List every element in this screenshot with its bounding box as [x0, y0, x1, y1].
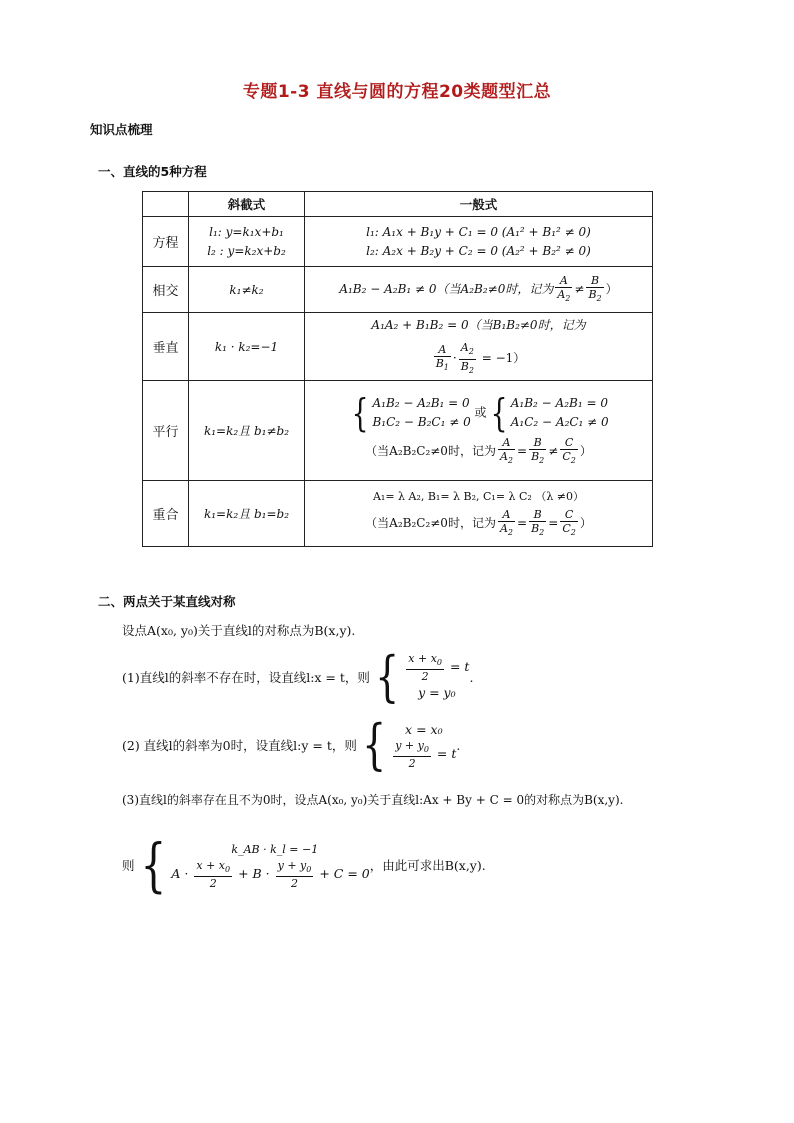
or-text: 或 — [474, 405, 487, 420]
sym-tail: ，由此可求出B(x,y). — [369, 858, 486, 873]
general-coincide-cond: A₁= λ A₂, B₁= λ B₂, C₁= λ C₂ （λ ≠0） （当A₂B₂C₂≠0时，记为 $\frac{A}{A_2}$ = $\frac{B}{B_2}$ = $\frac{C}{C_2}$ ） — [305, 481, 653, 547]
slope-form-cell — [189, 217, 305, 267]
system-1 — [372, 394, 470, 432]
general-perp-cond: A₁A₂ + B₁B₂ = 0（当B₁B₂≠0时，记为 $\frac{A}{B_1}$ · $\frac{A_2}{B_2}$ = −1） — [305, 313, 653, 381]
fraction: $\frac{A}{A_2}$ — [499, 435, 513, 466]
row-label-parallel: 平行 — [143, 381, 189, 481]
general-parallel-cond: { A₁B₂ − A₂B₁ = 0 B₁C₂ − B₂C₁ ≠ 0 或{ A₁B₂ − A₂B₁ = 0 A₁C₂ − A₂C₁ ≠ 0 （当A₂B₂C₂≠0时，记为 $\frac{A}{A_2}$ = $\frac{B}{B_2}$ ≠ $\frac{C}{C_2}$ ） — [305, 381, 653, 481]
sym-case-3-system: 则 { k_AB · k_l = −1 A · $\frac{x + x_0}{2}$ + B · $\frac{y + y_0}{2}$ + C = 0 ，由此可求出B(x,y). — [122, 831, 486, 899]
fraction: $\frac{C}{C_2}$ — [562, 508, 576, 538]
sys1-eq1: A₁B₂ − A₂B₁ = 0 — [372, 395, 470, 410]
general-l2: l₂: A₂x + B₂y + C₂ = 0 (A₂² + B₂² ≠ 0) — [366, 243, 591, 258]
col-header-slope-intercept: 斜截式 — [189, 192, 305, 217]
case2-eq1: x = x₀ — [405, 721, 443, 737]
general-l1: l₁: A₁x + B₁y + C₁ = 0 (A₁² + B₁² ≠ 0) — [366, 224, 591, 239]
general-form-cell — [305, 217, 653, 267]
fraction: $\frac{A}{A_2}$ — [557, 273, 571, 304]
intersect-close: ） — [605, 282, 618, 296]
table-row — [143, 313, 653, 381]
line-equations-table — [142, 191, 653, 547]
table-row — [143, 481, 653, 547]
parallel-note-close: ） — [579, 444, 592, 458]
case1-eq2: y = y₀ — [418, 685, 456, 701]
intersect-text: A₁B₂ − A₂B₁ ≠ 0（当A₂B₂≠0时，记为 — [339, 282, 554, 296]
sym-eq1: k_AB · k_l = −1 — [231, 842, 319, 856]
heading-knowledge: 知识点梳理 — [90, 122, 153, 137]
coincide-note: （当A₂B₂C₂≠0时，记为 — [365, 516, 496, 531]
sym-intro: 设点A(x₀, y₀)关于直线l的对称点为B(x,y). — [122, 623, 356, 638]
row-label-intersect: 相交 — [143, 267, 189, 313]
row-label-equation: 方程 — [143, 217, 189, 267]
row-label-coincide: 重合 — [143, 481, 189, 547]
fraction: $\frac{A}{A_2}$ — [499, 508, 513, 538]
then-text: 则 — [122, 858, 135, 873]
slope-l1: l₁: y=k₁x+b₁ — [209, 224, 284, 239]
parallel-note: （当A₂B₂C₂≠0时，记为 — [365, 444, 496, 458]
slope-perp-cond: k₁ · k₂=−1 — [189, 313, 305, 381]
sys2-eq1: A₁B₂ − A₂B₁ = 0 — [510, 395, 608, 410]
slope-parallel-cond: k₁=k₂且 b₁≠b₂ — [189, 381, 305, 481]
table-row — [143, 267, 653, 313]
sym-case-2: (2) 直线l的斜率为0时，设直线l:y = t，则 { x = x₀ $\frac{y + y_0}{2}$ = t . — [122, 713, 461, 776]
corner-cell — [143, 192, 189, 217]
heading-section-1: 一、直线的5种方程 — [98, 164, 207, 179]
sym-case-1: (1)直线l的斜率不存在时，设直线l:x = t，则 { $\frac{x + x_0}{2}$ = t y = y₀ . — [122, 645, 474, 708]
fraction: $\frac{B}{B_2}$ — [531, 435, 545, 466]
slope-l2: l₂ : y=k₂x+b₂ — [207, 243, 286, 258]
perp-line1: A₁A₂ + B₁B₂ = 0（当B₁B₂≠0时，记为 — [371, 318, 586, 333]
heading-section-2: 二、两点关于某直线对称 — [98, 594, 236, 609]
row-label-perpendicular: 垂直 — [143, 313, 189, 381]
fraction: $\frac{B}{B_2}$ — [588, 273, 602, 304]
coincide-note-close: ） — [579, 516, 592, 531]
slope-coincide-cond: k₁=k₂且 b₁=b₂ — [189, 481, 305, 547]
case1-text: (1)直线l的斜率不存在时，设直线l:x = t，则 — [122, 670, 370, 685]
table-row — [143, 217, 653, 267]
col-header-general: 一般式 — [305, 192, 653, 217]
sys1-eq2: B₁C₂ − B₂C₁ ≠ 0 — [372, 414, 471, 429]
fraction: $\frac{A}{B_1}$ — [435, 343, 449, 373]
general-intersect-cond: A₁B₂ − A₂B₁ ≠ 0（当A₂B₂≠0时，记为 $\frac{A}{A_2}$ ≠ $\frac{B}{B_2}$ ） — [305, 267, 653, 313]
sym-case-3: (3)直线l的斜率存在且不为0时，设点A(x₀, y₀)关于直线l:Ax + By + C = 0的对称点为B(x,y). — [122, 793, 624, 807]
page-title: 专题1-3 直线与圆的方程20类题型汇总 — [242, 82, 552, 102]
system-2 — [511, 394, 609, 432]
fraction: $\frac{C}{C_2}$ — [562, 435, 576, 466]
case2-text: (2) 直线l的斜率为0时，设直线l:y = t，则 — [122, 738, 357, 753]
table-row — [143, 381, 653, 481]
coincide-line1: A₁= λ A₂, B₁= λ B₂, C₁= λ C₂ （λ ≠0） — [372, 490, 585, 504]
fraction: $\frac{B}{B_2}$ — [531, 508, 545, 538]
fraction: $\frac{A_2}{B_2}$ — [460, 341, 474, 375]
sys2-eq2: A₁C₂ − A₂C₁ ≠ 0 — [510, 414, 609, 429]
slope-intersect-cond: k₁≠k₂ — [189, 267, 305, 313]
perp-line2: = −1） — [477, 351, 526, 366]
